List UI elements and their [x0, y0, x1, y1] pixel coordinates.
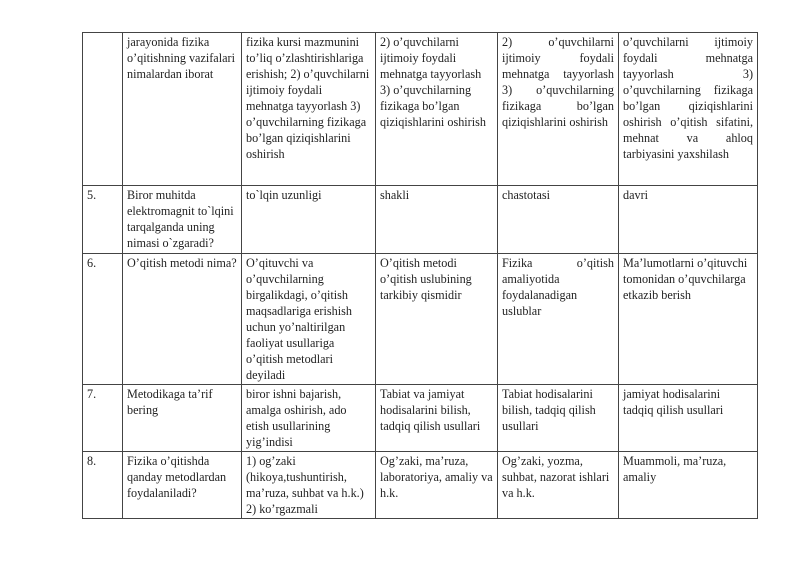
- answer-a-cell: fizika kursi mazmunini to’liq o’zlashtirishlariga erishish; 2) o’quvchilarni ijtimoiy foydali mehnatga tayyorlash 3) o’quvchilarning fizikaga bo’lgan qiziqishlarini oshirish: [242, 33, 376, 186]
- answer-b-cell: Tabiat va jamiyat hodisalarini bilish, tadqiq qilish usullari: [376, 385, 498, 452]
- table-row: [83, 452, 758, 519]
- answer-d-cell: o’quvchilarni ijtimoiy foydali mehnatga tayyorlash 3) o’quvchilarning fizikaga bo’lgan qiziqishlarini oshirish o’qitish sifatini, mehnat va ahloq tarbiyasini yaxshilash: [619, 33, 758, 186]
- answer-c-cell: 2) o’quvchilarni ijtimoiy foydali mehnatga tayyorlash 3) o’quvchilarning fizikaga bo’lgan qiziqishlarini oshirish: [498, 33, 619, 186]
- answer-a-cell: O’qituvchi va o’quvchilarning birgalikdagi, o’qitish maqsadlariga erishish uchun yo’naltirilgan faoliyat usullariga o’qitish metodlari deyiladi: [242, 254, 376, 385]
- row-number: 5.: [83, 186, 123, 254]
- answer-c-cell: Tabiat hodisalarini bilish, tadqiq qilish usullari: [498, 385, 619, 452]
- answer-c-cell: Fizika o’qitish amaliyotida foydalanadigan uslublar: [498, 254, 619, 385]
- answer-c-cell: Og’zaki, yozma, suhbat, nazorat ishlari va h.k.: [498, 452, 619, 519]
- answer-d-cell: Muammoli, ma’ruza, amaliy: [619, 452, 758, 519]
- answer-b-cell: shakli: [376, 186, 498, 254]
- answer-b-cell: O’qitish metodi o’qitish uslubining tarkibiy qismidir: [376, 254, 498, 385]
- answer-a-cell: to`lqin uzunligi: [242, 186, 376, 254]
- table-row: [83, 33, 758, 186]
- answer-a-cell: 1) og’zaki (hikoya,tushuntirish, ma’ruza, suhbat va h.k.) 2) ko’rgazmali: [242, 452, 376, 519]
- table-row: [83, 186, 758, 254]
- answer-b-cell: 2) o’quvchilarni ijtimoiy foydali mehnatga tayyorlash 3) o’quvchilarning fizikaga bo’lgan qiziqishlarini oshirish: [376, 33, 498, 186]
- questions-table: [82, 32, 758, 519]
- answer-d-cell: Ma’lumotlarni o’qituvchi tomonidan o’quvchilarga etkazib berish: [619, 254, 758, 385]
- table-row: [83, 254, 758, 385]
- row-number: 8.: [83, 452, 123, 519]
- answer-d-cell: jamiyat hodisalarini tadqiq qilish usullari: [619, 385, 758, 452]
- question-cell: O’qitish metodi nima?: [123, 254, 242, 385]
- row-number: 6.: [83, 254, 123, 385]
- answer-a-cell: biror ishni bajarish, amalga oshirish, ado etish usullarining yig’indisi: [242, 385, 376, 452]
- row-number: [83, 33, 123, 186]
- question-cell: jarayonida fizika o’qitishning vazifalari nimalardan iborat: [123, 33, 242, 186]
- answer-d-cell: davri: [619, 186, 758, 254]
- question-cell: Fizika o’qitishda qanday metodlardan foydalaniladi?: [123, 452, 242, 519]
- answer-b-cell: Og’zaki, ma’ruza, laboratoriya, amaliy va h.k.: [376, 452, 498, 519]
- question-cell: Biror muhitda elektromagnit to`lqini tarqalganda uning nimasi o`zgaradi?: [123, 186, 242, 254]
- row-number: 7.: [83, 385, 123, 452]
- answer-c-cell: chastotasi: [498, 186, 619, 254]
- table-row: [83, 385, 758, 452]
- question-cell: Metodikaga ta’rif bering: [123, 385, 242, 452]
